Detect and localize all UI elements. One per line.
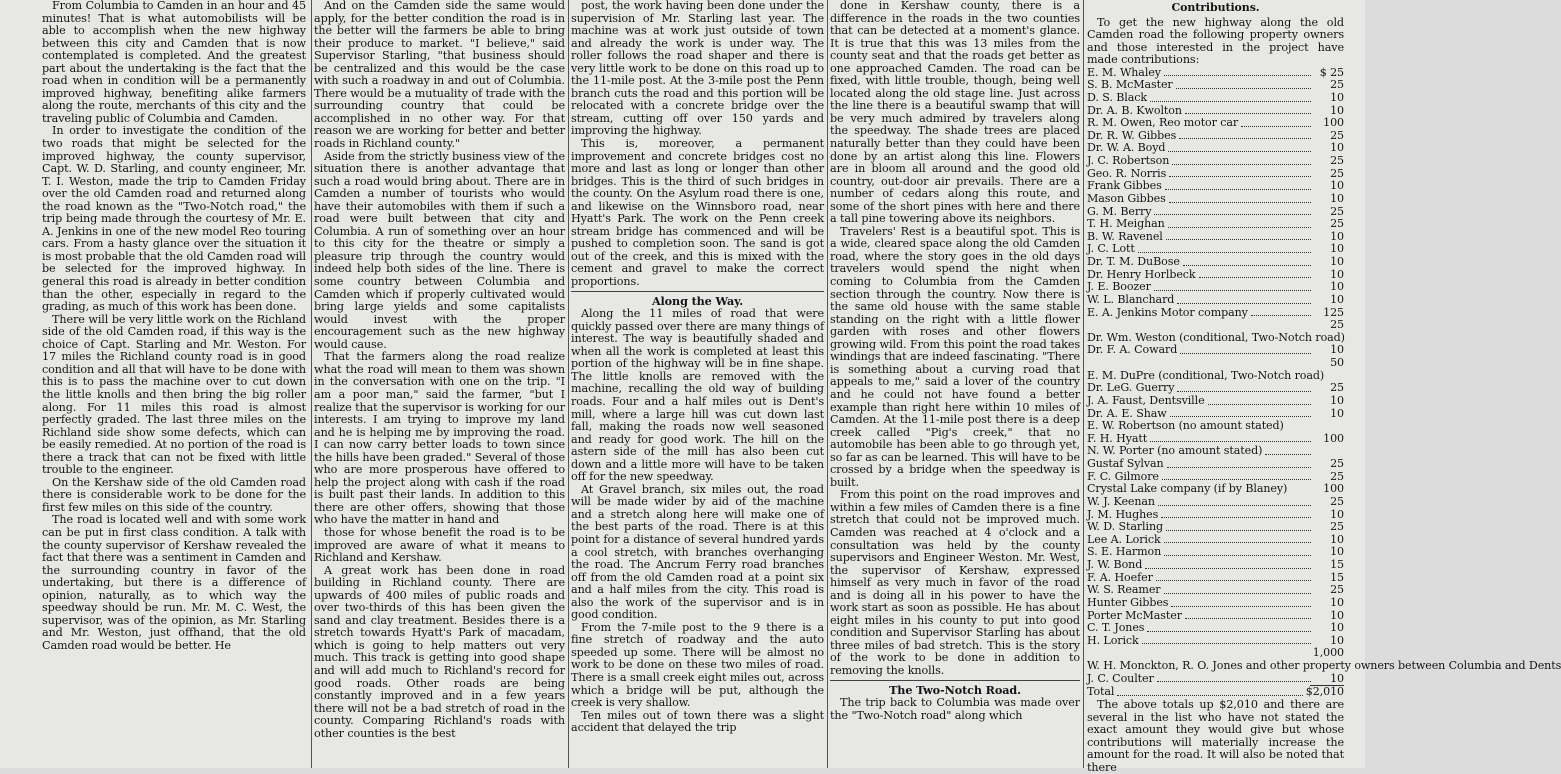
contributor-name: T. H. Meighan bbox=[1087, 217, 1165, 231]
contribution-amount: 25 bbox=[1330, 217, 1344, 231]
contribution-amount: 10 bbox=[1330, 393, 1344, 407]
article-paragraph: post, the work having been done under the supervision of Mr. Starling last year. The machine was at work just outside of town and already the work is under way. The roller follows the road shaper and there is very little work to be done on this road up to the 11-mile post. At the 3-mile post the Penn branch cuts the road and this portion will be relocated with a concrete bridge over the stream, cutting off over 150 yards and improving the highway. bbox=[571, 0, 824, 138]
contribution-amount: 25 bbox=[1330, 381, 1344, 395]
leader-dots bbox=[1164, 542, 1311, 543]
contributor-name: R. M. Owen, Reo motor car bbox=[1087, 116, 1239, 130]
contribution-row bbox=[1087, 319, 1344, 344]
leader-dots bbox=[1154, 290, 1311, 291]
leader-dots bbox=[1171, 606, 1311, 607]
leader-dots bbox=[1142, 643, 1311, 644]
article-paragraph: done in Kershaw county, there is a difference in the roads in the two counties that can be detected at a moment's glance. It is true that this was 13 miles from the county seat and that the roads get better as one approached Camden. The road can be fixed, with little trouble, though, being well located along the old stage line. Just across the line there is a beautiful swamp that will be very much admired by travelers along the speedway. The shade trees are placed naturally better than they could have been done by an artist along this line. Flowers are in bloom all around and the good old country, out-door air prevails. There are a number of cedars along this route, and some of the short pines with here and there a tall pine towering above its neighbors. bbox=[830, 0, 1080, 226]
contributor-name: W. D. Starling bbox=[1087, 520, 1163, 534]
contribution-amount: 25 bbox=[1330, 457, 1344, 471]
contributor-name: Dr. Wm. Weston (conditional, Two-Notch road) bbox=[1087, 330, 1345, 344]
leader-dots bbox=[1183, 265, 1311, 266]
contribution-amount: 25 bbox=[1330, 154, 1344, 168]
leader-dots bbox=[1166, 239, 1311, 240]
contribution-amount: 10 bbox=[1330, 507, 1344, 521]
article-column-3 bbox=[571, 0, 824, 768]
contributor-name: J. M. Hughes bbox=[1087, 507, 1159, 521]
contributor-name: Hunter Gibbes bbox=[1087, 595, 1169, 609]
contribution-amount: 50 bbox=[1330, 356, 1344, 370]
contributor-name: F. A. Hoefer bbox=[1087, 570, 1153, 584]
contributor-name: J. E. Boozer bbox=[1087, 280, 1151, 294]
contributions-intro: To get the new highway along the old Camden road the following property owners and those interested in the project have made contributions: bbox=[1087, 15, 1344, 67]
article-column-4 bbox=[830, 0, 1080, 768]
leader-dots bbox=[1158, 505, 1311, 506]
leader-dots bbox=[1138, 252, 1311, 253]
contribution-amount: 100 bbox=[1323, 116, 1344, 130]
contribution-amount: 100 bbox=[1323, 482, 1344, 496]
contribution-amount: 10 bbox=[1330, 242, 1344, 256]
contributor-name: Dr. W. A. Boyd bbox=[1087, 141, 1166, 155]
article-column-2 bbox=[314, 0, 565, 768]
contribution-amount: 25 bbox=[1330, 469, 1344, 483]
leader-dots bbox=[1168, 151, 1311, 152]
contributor-name: D. S. Black bbox=[1087, 90, 1147, 104]
article-paragraph: That the farmers along the road realize what the road will mean to them was shown in the conversation with one on the trip. "I am a poor man," said the farmer, "but I realize that the supervisor is working for our interests. I am trying to improve my land and he is helping me by improving the road. I can now carry better loads to town since the hills have been graded." Several of those who are more prosperous have offered to help the project along with cash if the road is built past their lands. In addition to this there are other offers, showing that those who have the matter in hand and bbox=[314, 350, 565, 527]
contribution-amount: $ 25 bbox=[1319, 65, 1344, 79]
leader-dots bbox=[1172, 164, 1311, 165]
contribution-amount: 10 bbox=[1330, 406, 1344, 420]
contribution-row bbox=[1087, 307, 1344, 320]
section-subheading: Along the Way. bbox=[651, 293, 744, 308]
leader-dots bbox=[1208, 404, 1311, 405]
contributor-name: N. W. Porter (no amount stated) bbox=[1087, 444, 1263, 458]
column-rule bbox=[827, 0, 828, 768]
article-paragraph: Travelers' Rest is a beautiful spot. This is a wide, cleared space along the old Camden road, where the story goes in the old days travelers would spend the night when coming to Columbia from the Camden section through the country. Now there is the same old house with the same stable standing on the right with a little flower garden with roses and other flowers growing wild. From this point the road takes windings that are indeed fascinating. "There is something about a curving road that appeals to me," said a lover of the country and he could not have found a better example than right here within 10 miles of Camden. At the 11-mile post there is a deep creek called "Pig's creek," that no automobile has been able to go through yet, so far as can be learned. This will have to be crossed by a bridge when the speedway is built. bbox=[830, 224, 1080, 489]
column-rule bbox=[1083, 0, 1084, 768]
contribution-amount: 25 bbox=[1330, 520, 1344, 534]
contribution-amount: 10 bbox=[1330, 280, 1344, 294]
contributor-name: Dr. Henry Horlbeck bbox=[1087, 267, 1196, 281]
leader-dots bbox=[1145, 568, 1311, 569]
article-paragraph: The trip back to Columbia was made over the "Two-Notch road" along which bbox=[830, 696, 1080, 722]
contribution-row bbox=[1087, 256, 1344, 269]
contribution-amount: 10 bbox=[1330, 103, 1344, 117]
contribution-row bbox=[1087, 646, 1561, 673]
contribution-amount: 10 bbox=[1330, 671, 1344, 685]
contributor-name: G. M. Berry bbox=[1087, 204, 1152, 218]
contribution-row bbox=[1087, 294, 1344, 307]
contributor-name: Frank Gibbes bbox=[1087, 179, 1162, 193]
leader-dots bbox=[1164, 75, 1311, 76]
column-rule bbox=[568, 0, 569, 768]
leader-dots bbox=[1185, 618, 1311, 619]
contributor-name: F. C. Gilmore bbox=[1087, 469, 1159, 483]
article-paragraph: From this point on the road improves and within a few miles of Camden there is a fine stretch that could not be improved much. Camden was reached at 4 o'clock and a consultation was held by the county supervisors and Engineer Weston. Mr. West, the supervisor of Kershaw, expressed himself as very much in favor of the road and is doing all in his power to have the work start as soon as possible. He has about eight miles in his county to put into good condition and Supervisor Starling has about three miles of bad stretch. This is the story of the work to be done in addition to removing the knolls. bbox=[830, 488, 1080, 677]
section-divider bbox=[830, 680, 1080, 681]
contributor-name: C. T. Jones bbox=[1087, 621, 1145, 635]
contribution-amount: 25 bbox=[1330, 128, 1344, 142]
leader-dots bbox=[1180, 353, 1311, 354]
contribution-row bbox=[1087, 458, 1344, 471]
contributions-note: The above totals up $2,010 and there are several in the list who have not stated the exact amount they would give but whose contributions will materially increase the amount for the road. It will also be noted that there bbox=[1087, 697, 1344, 774]
contribution-amount: 10 bbox=[1330, 141, 1344, 155]
leader-dots bbox=[1185, 113, 1311, 114]
contributor-name: Gustaf Sylvan bbox=[1087, 457, 1164, 471]
contributor-name: S. B. McMaster bbox=[1087, 78, 1173, 92]
contributor-name: E. M. Whaley bbox=[1087, 65, 1161, 79]
leader-dots bbox=[1169, 202, 1311, 203]
leader-dots bbox=[1169, 176, 1311, 177]
leader-dots bbox=[1166, 530, 1311, 531]
contributions-list bbox=[1087, 65, 1561, 686]
leader-dots bbox=[1150, 101, 1311, 102]
contributor-name: E. M. DuPre (conditional, Two-Notch road) bbox=[1087, 368, 1325, 382]
article-paragraph: And on the Camden side the same would apply, for the better condition the road is in the better will the farmers be able to bring their produce to market. "I believe," said Supervisor Starling, "that business should be centralized and this would be the case with such a roadway in and out of Columbia. There would be a mutuality of trade with the surrounding country that could be accomplished in no other way. For that reason we are working for better and better roads in Richland county." bbox=[314, 0, 565, 151]
contribution-row bbox=[1087, 193, 1344, 206]
column-rule bbox=[311, 0, 312, 768]
section-divider bbox=[571, 291, 824, 292]
contribution-row bbox=[1087, 420, 1344, 433]
contribution-amount: 25 bbox=[1330, 583, 1344, 597]
contribution-row bbox=[1087, 597, 1344, 610]
contributor-name: W. J. Keenan bbox=[1087, 494, 1155, 508]
contributor-name: Dr. A. B. Kwolton bbox=[1087, 103, 1182, 117]
article-paragraph: From the 7-mile post to the 9 there is a fine stretch of roadway and the auto speeded up some. There will be almost no work to be done on these two miles of road. There is a small creek eight miles out, across which a bridge will be put, although the creek is very shallow. bbox=[571, 620, 824, 710]
contribution-amount: 10 bbox=[1330, 267, 1344, 281]
total-amount: $2,010 bbox=[1305, 685, 1344, 699]
leader-dots bbox=[1167, 467, 1311, 468]
contribution-amount: 125 bbox=[1323, 305, 1344, 319]
contribution-amount: 10 bbox=[1330, 90, 1344, 104]
leader-dots bbox=[1156, 580, 1311, 581]
contributor-name: Mason Gibbes bbox=[1087, 191, 1166, 205]
article-paragraph: On the Kershaw side of the old Camden road there is considerable work to be done for the first few miles on this side of the country. bbox=[42, 475, 306, 514]
contribution-amount: 10 bbox=[1330, 545, 1344, 559]
contribution-row bbox=[1087, 218, 1344, 231]
article-paragraph: those for whose benefit the road is to be improved are aware of what it means to Richland and Kershaw. bbox=[314, 525, 565, 565]
contributor-name: Dr. LeG. Guerry bbox=[1087, 381, 1175, 395]
article-paragraph: From Columbia to Camden in an hour and 45 minutes! That is what automobilists will be able to accomplish when the new highway between this city and Camden that is now contemplated is completed. And the greatest part about the undertaking is the fact that the road when in condition will be a permanently improved highway, benefiting alike farmers along the route, merchants of this city and the traveling public of Columbia and Camden. bbox=[42, 0, 306, 125]
contribution-row bbox=[1087, 357, 1344, 382]
contribution-amount: 25 bbox=[1330, 494, 1344, 508]
contribution-row bbox=[1087, 673, 1344, 686]
contributor-name: Porter McMaster bbox=[1087, 608, 1182, 622]
contributor-name: J. C. Robertson bbox=[1087, 154, 1170, 168]
article-paragraph: At Gravel branch, six miles out, the road will be made wider by aid of the machine and a stretch along here will make one of the best parts of the road. There is at this point for a distance of several hundred yards a cool stretch, with branches overhanging the road. The Ancrum Ferry road branches off from the old Camden road at a point six and a half miles from the city. This road is also the work of the supervisor and is in good condition. bbox=[571, 482, 824, 622]
leader-dots bbox=[1162, 479, 1311, 480]
leader-dots bbox=[1177, 391, 1311, 392]
leader-dots bbox=[1265, 454, 1311, 455]
leader-dots bbox=[1176, 88, 1311, 89]
contribution-amount: 15 bbox=[1330, 558, 1344, 572]
contributor-name: B. W. Ravenel bbox=[1087, 229, 1163, 243]
leader-dots bbox=[1161, 517, 1311, 518]
leader-dots bbox=[1177, 303, 1311, 304]
contributor-name: E. W. Robertson (no amount stated) bbox=[1087, 419, 1284, 433]
leader-dots bbox=[1165, 189, 1311, 190]
article-paragraph: There will be very little work on the Richland side of the old Camden road, if this way is the choice of Capt. Starling and Mr. Weston. For 17 miles the Richland county road is in good condition and all that will have to be done with this is to pass the machine over to cut down the little knolls and then bring the big roller along. For 11 miles this road is almost perfectly graded. The last three miles on the Richland side show some defects, which can be easily remedied. At no portion of the road is there a track that can not be fixed with little trouble to the engineer. bbox=[42, 312, 306, 477]
leader-dots bbox=[1147, 631, 1311, 632]
contributor-name: F. H. Hyatt bbox=[1087, 431, 1148, 445]
leader-dots bbox=[1150, 441, 1311, 442]
contribution-amount: 10 bbox=[1330, 179, 1344, 193]
section-subheading: The Two-Notch Road. bbox=[889, 682, 1021, 697]
article-paragraph: Along the 11 miles of road that were quickly passed over there are many things of interest. The way is beautifully shaded and when all the work is completed at least this portion of the highway will be in fine shape. The little knolls are removed with the machine, recalling the old way of building roads. Four and a half miles out is Dent's mill, where a large hill was cut down last fall, making the roads now well seasoned and ready for good work. The hill on the astern side of the mill has also been cut down and a little more will have to be taken off for the new speedway. bbox=[571, 307, 824, 484]
contribution-amount: 25 bbox=[1330, 204, 1344, 218]
contribution-amount: 10 bbox=[1330, 343, 1344, 357]
contribution-amount: 10 bbox=[1330, 595, 1344, 609]
contributor-name: J. C. Coulter bbox=[1087, 671, 1154, 685]
contributor-name: W. S. Reamer bbox=[1087, 583, 1161, 597]
contributor-name: Dr. F. A. Coward bbox=[1087, 343, 1178, 357]
leader-dots bbox=[1164, 555, 1311, 556]
contributions-column bbox=[1087, 0, 1561, 774]
contributor-name: J. W. Bond bbox=[1087, 558, 1143, 572]
leader-dots bbox=[1154, 214, 1311, 215]
contribution-row bbox=[1087, 155, 1344, 168]
article-paragraph: The road is located well and with some work can be put in first class condition. A talk with the county supervisor of Kershaw revealed the fact that there was a sentiment in Camden and the surrounding country in favor of the undertaking, but there is a difference of opinion, naturally, as to which way the speedway should be run. Mr. M. C. West, the supervisor, was of the opinion, as Mr. Starling and Mr. Weston, just offhand, that the old Camden road would be better. He bbox=[42, 513, 306, 652]
contribution-amount: 10 bbox=[1330, 532, 1344, 546]
contribution-amount: 1,000 bbox=[1312, 646, 1344, 660]
contribution-amount: 25 bbox=[1330, 166, 1344, 180]
contributor-name: Lee A. Lorick bbox=[1087, 532, 1161, 546]
contributor-name: Geo. R. Norris bbox=[1087, 166, 1167, 180]
contribution-amount: 10 bbox=[1330, 608, 1344, 622]
contribution-amount: 100 bbox=[1323, 431, 1344, 445]
contribution-row bbox=[1087, 559, 1344, 572]
contribution-row bbox=[1087, 92, 1344, 105]
total-label: Total bbox=[1087, 685, 1115, 699]
article-paragraph: A great work has been done in road building in Richland county. There are upwards of 400 miles of public roads and over two-thirds of this has been given the sand and clay treatment. Besides there is a stretch towards Hyatt's Park of macadam, which is going to help matters out very much. This track is getting into good shape and will add much to Richland's record for good roads. Other roads are being constantly improved and in a few years there will not be a bad stretch of road in the county. Comparing Richland's roads with other counties is the best bbox=[314, 563, 565, 740]
contribution-row bbox=[1087, 496, 1344, 509]
contribution-amount: 25 bbox=[1330, 318, 1344, 332]
contributions-heading: Contributions. bbox=[1171, 1, 1260, 14]
contributor-name: J. A. Faust, Dentsville bbox=[1087, 393, 1205, 407]
leader-dots bbox=[1117, 695, 1302, 696]
contribution-amount: 10 bbox=[1330, 229, 1344, 243]
contribution-row bbox=[1087, 117, 1344, 130]
leader-dots bbox=[1251, 315, 1311, 316]
contribution-amount: 15 bbox=[1330, 570, 1344, 584]
contribution-amount: 25 bbox=[1330, 78, 1344, 92]
article-paragraph: This is, moreover, a permanent improvement and concrete bridges cost no more and last as long or longer than other bridges. This is the third of such bridges in the county. On the Asylum road there is one, and likewise on the Winnsboro road, near Hyatt's Park. The work on the Penn creek stream bridge has commenced and will be pushed to completion soon. The sand is got out of the creek, and this is mixed with the cement and gravel to make the correct proportions. bbox=[571, 137, 824, 289]
contributor-name: H. Lorick bbox=[1087, 633, 1139, 647]
contribution-row bbox=[1087, 521, 1344, 534]
contribution-amount: 10 bbox=[1330, 621, 1344, 635]
article-paragraph: Aside from the strictly business view of the situation there is another advantage that such a road would bring about. There are in Camden a number of tourists who would have their automobiles with them if such a road were built between that city and Columbia. A run of something over an hour to this city for the theatre or simply a pleasure trip through the country would indeed help both sides of the line. There is some country between Columbia and Camden which if properly cultivated would bring large yields and some capitalists would invest with the proper encouragement such as the new highway would cause. bbox=[314, 149, 565, 351]
contributor-name: S. E. Harmon bbox=[1087, 545, 1162, 559]
article-paragraph: Ten miles out of town there was a slight accident that delayed the trip bbox=[571, 708, 824, 735]
leader-dots bbox=[1157, 681, 1311, 682]
leader-dots bbox=[1179, 138, 1311, 139]
contributor-name: W. L. Blanchard bbox=[1087, 292, 1175, 306]
contributor-name: Dr. R. W. Gibbes bbox=[1087, 128, 1177, 142]
contributor-name: Crystal Lake company (if by Blaney) bbox=[1087, 482, 1288, 496]
contribution-row bbox=[1087, 395, 1344, 408]
leader-dots bbox=[1170, 416, 1311, 417]
contribution-row bbox=[1087, 622, 1344, 635]
article-column-1 bbox=[42, 0, 306, 768]
contributor-name: J. C. Lott bbox=[1087, 242, 1135, 256]
article-paragraph: In order to investigate the condition of the two roads that might be selected for the improved highway, the county supervisor, Capt. W. D. Starling, and county engineer, Mr. T. I. Weston, made the trip to Camden Friday over the old Camden road and returned along the road known as the "Two-Notch road," the trip being made through the courtesy of Mr. E. A. Jenkins in one of the new model Reo touring cars. From a hasty glance over the situation it is most probable that the old Camden road will be selected for the improved highway. In general this road is already in better condition than the other, especially in regard to the grading, as much of this work has been done. bbox=[42, 124, 306, 314]
leader-dots bbox=[1199, 277, 1311, 278]
contributor-name: Dr. T. M. DuBose bbox=[1087, 255, 1180, 269]
contribution-amount: 10 bbox=[1330, 191, 1344, 205]
leader-dots bbox=[1164, 593, 1312, 594]
leader-dots bbox=[1241, 126, 1311, 127]
leader-dots bbox=[1168, 227, 1311, 228]
contribution-amount: 10 bbox=[1330, 633, 1344, 647]
contribution-row bbox=[1087, 344, 1344, 357]
contributor-name: Dr. A. E. Shaw bbox=[1087, 406, 1167, 420]
contributor-name: E. A. Jenkins Motor company bbox=[1087, 305, 1248, 319]
contribution-amount: 10 bbox=[1330, 255, 1344, 269]
contribution-amount: 10 bbox=[1330, 292, 1344, 306]
contribution-row bbox=[1087, 635, 1344, 648]
contributor-name: W. H. Monckton, R. O. Jones and other property owners between Columbia and Dents bbox=[1087, 659, 1561, 673]
